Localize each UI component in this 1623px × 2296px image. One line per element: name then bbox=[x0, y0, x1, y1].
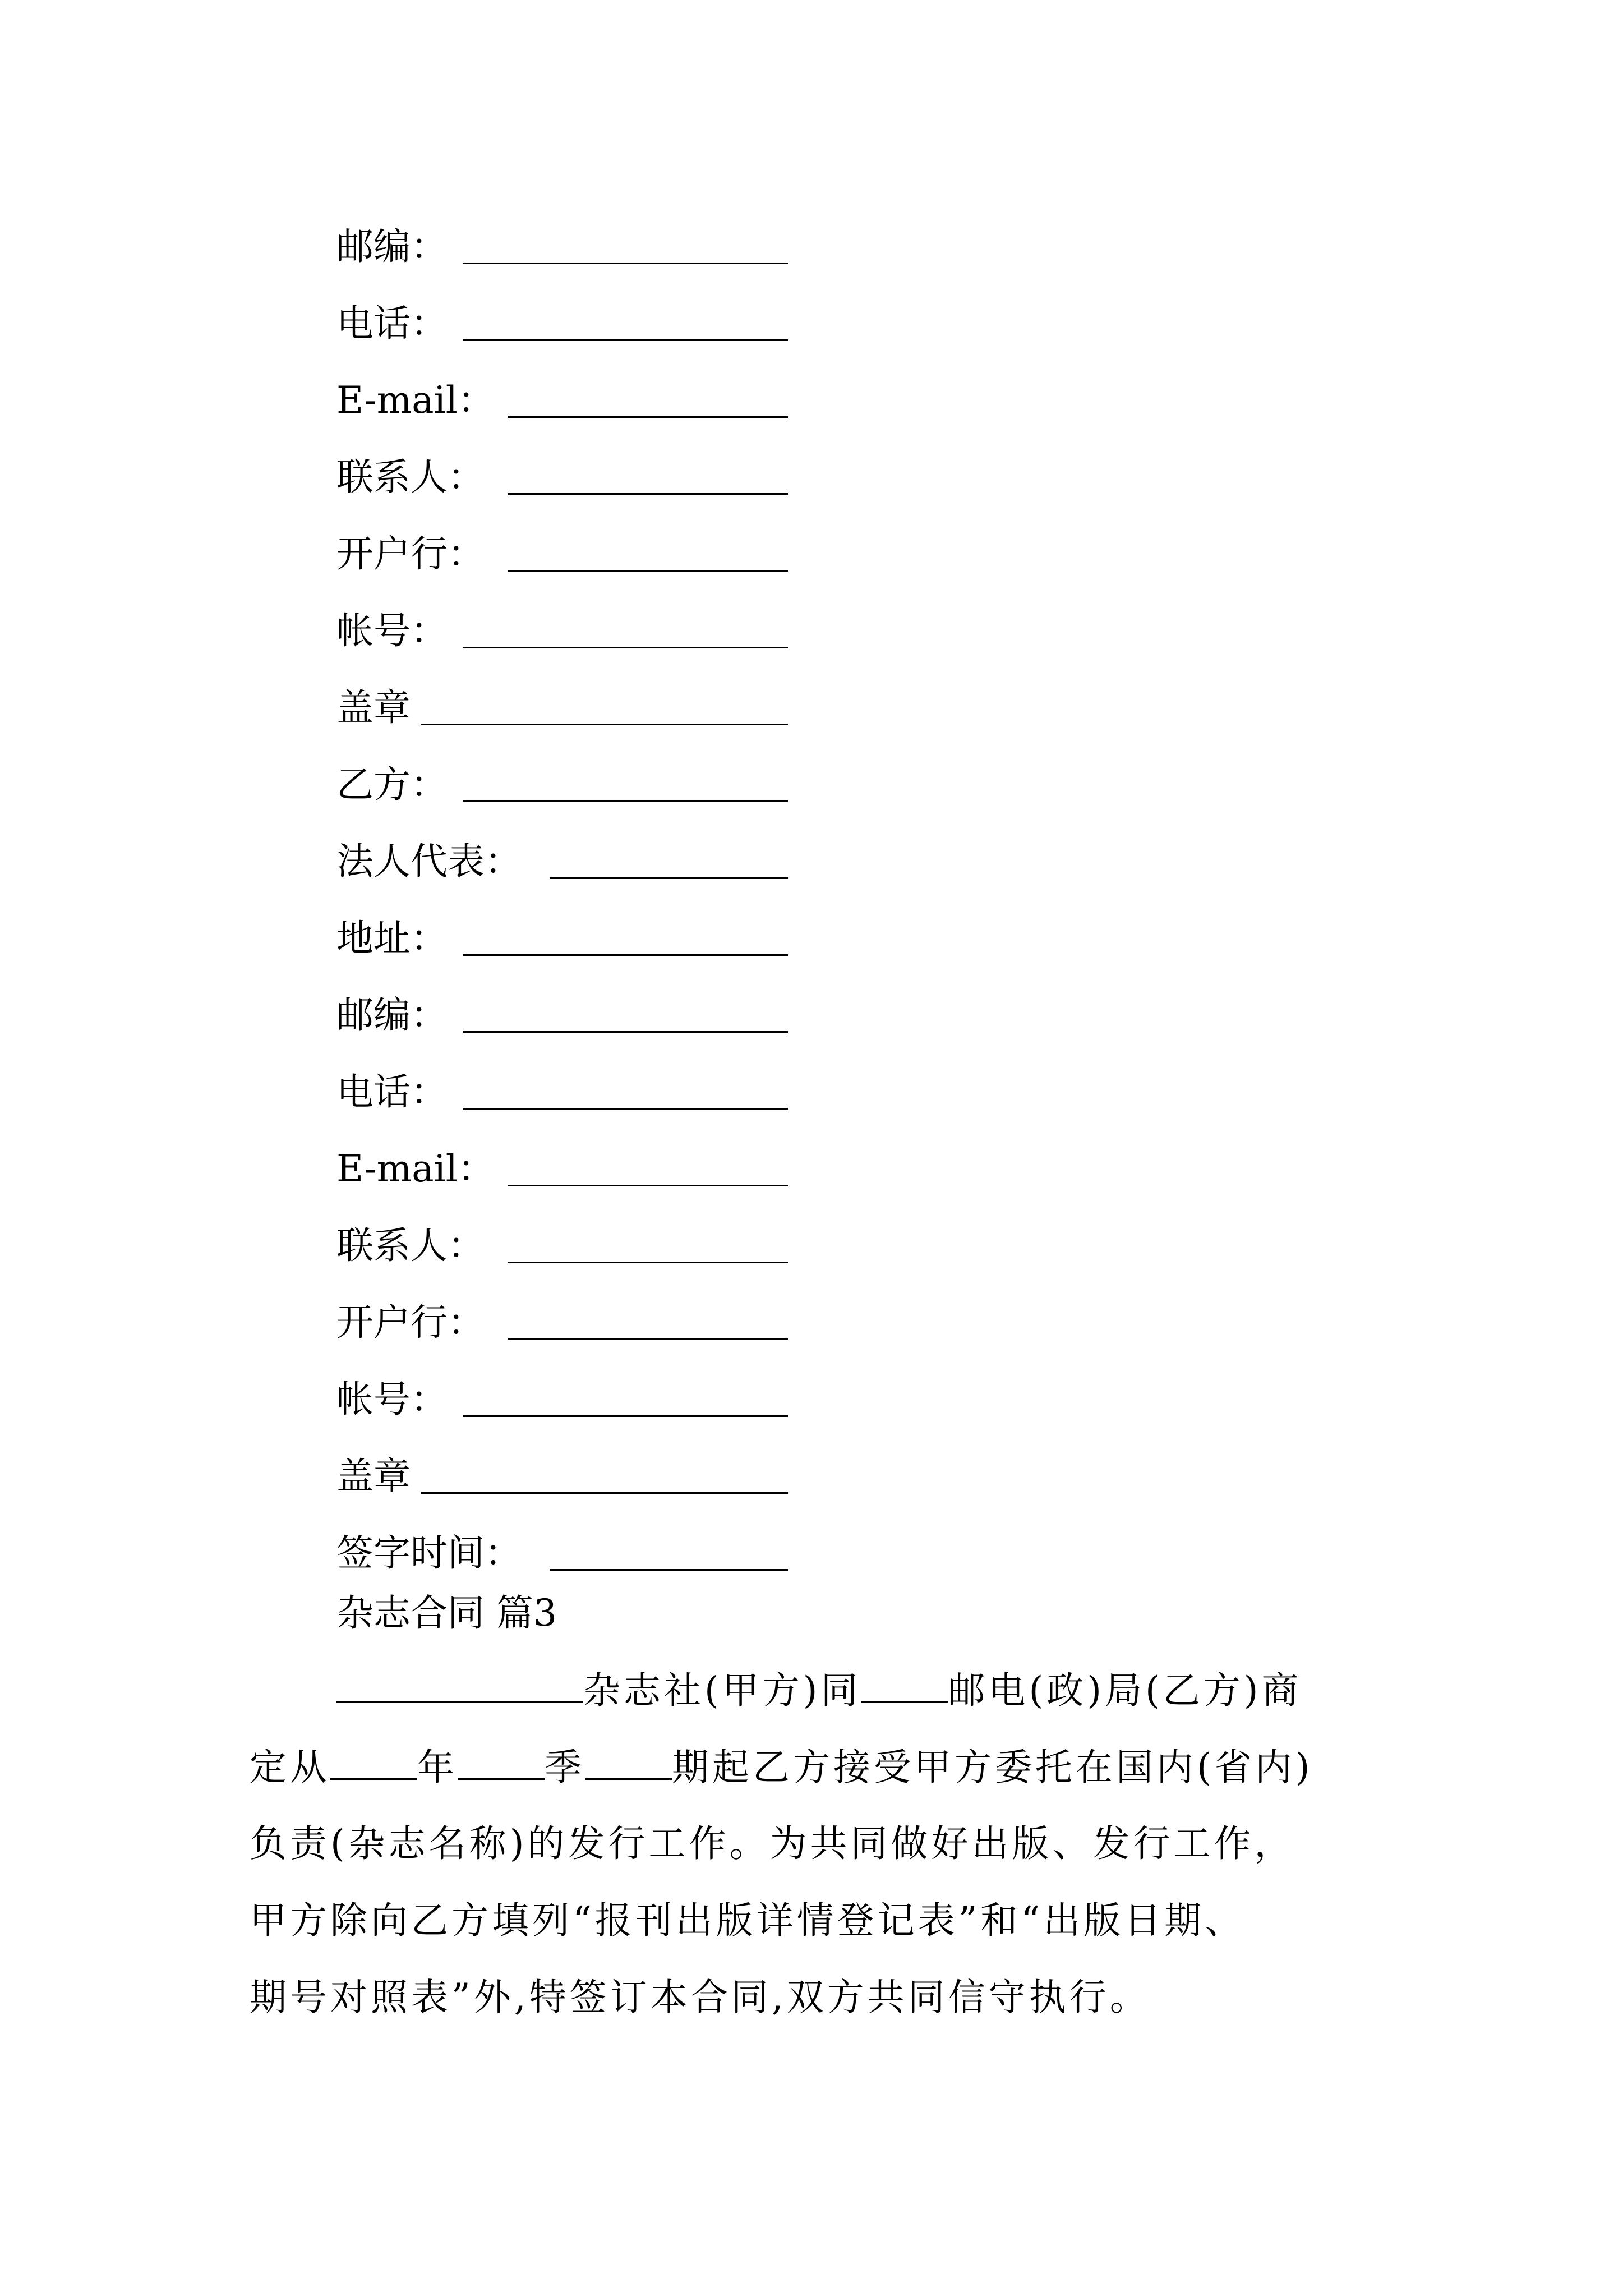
paragraph-line: 期号对照表”外,特签订本合同,双方共同信守执行。 bbox=[250, 1976, 1150, 2019]
text-run: 年 bbox=[417, 1746, 458, 1789]
blank-line[interactable] bbox=[330, 1745, 417, 1780]
blank-line[interactable] bbox=[463, 1031, 788, 1033]
text-run: 邮电(政)局(乙方)商 bbox=[948, 1669, 1302, 1712]
text-run: 杂志社(甲方)同 bbox=[583, 1669, 861, 1712]
paragraph-line bbox=[250, 1668, 1492, 1713]
blank-line[interactable] bbox=[508, 1262, 788, 1263]
field-label: 开户行： bbox=[336, 532, 485, 576]
text-run: 定从 bbox=[250, 1746, 330, 1789]
field-label: 联系人： bbox=[336, 455, 485, 499]
blank-line[interactable] bbox=[508, 493, 788, 495]
field-label: 联系人： bbox=[336, 1224, 485, 1267]
blank-line[interactable] bbox=[463, 339, 788, 341]
blank-line[interactable] bbox=[336, 1668, 583, 1703]
blank-line[interactable] bbox=[421, 1492, 788, 1494]
blank-line[interactable] bbox=[463, 1108, 788, 1110]
blank-line[interactable] bbox=[508, 570, 788, 572]
section-heading: 杂志合同 篇3 bbox=[336, 1591, 557, 1635]
field-label: 盖章 bbox=[336, 686, 411, 729]
field-label: 电话： bbox=[336, 302, 448, 345]
blank-line[interactable] bbox=[463, 954, 788, 956]
field-label: 帐号： bbox=[336, 1378, 448, 1421]
field-label: 邮编： bbox=[336, 225, 448, 268]
blank-line[interactable] bbox=[463, 647, 788, 648]
field-label: E-mail： bbox=[336, 379, 495, 422]
blank-line[interactable] bbox=[508, 1185, 788, 1186]
field-label: 盖章 bbox=[336, 1455, 411, 1498]
field-label: 邮编： bbox=[336, 993, 448, 1037]
paragraph-line bbox=[250, 1745, 1405, 1789]
blank-line[interactable] bbox=[463, 263, 788, 264]
blank-line[interactable] bbox=[508, 416, 788, 418]
blank-line[interactable] bbox=[421, 724, 788, 725]
field-label: 法人代表： bbox=[336, 840, 522, 883]
field-label: 签字时间： bbox=[336, 1531, 522, 1575]
blank-line[interactable] bbox=[463, 1415, 788, 1417]
text-run: 期起乙方接受甲方委托在国内(省内) bbox=[672, 1746, 1313, 1789]
field-label: 开户行： bbox=[336, 1301, 485, 1344]
field-label: 帐号： bbox=[336, 609, 448, 652]
paragraph-line: 甲方除向乙方填列“报刊出版详情登记表”和“出版日期、 bbox=[250, 1899, 1246, 1942]
text-run: 季 bbox=[545, 1746, 585, 1789]
blank-line[interactable] bbox=[585, 1745, 672, 1780]
paragraph-line: 负责(杂志名称)的发行工作。为共同做好出版、发行工作， bbox=[250, 1822, 1295, 1865]
field-label: 电话： bbox=[336, 1070, 448, 1114]
blank-line[interactable] bbox=[458, 1745, 545, 1780]
blank-line[interactable] bbox=[508, 1338, 788, 1340]
field-label: E-mail： bbox=[336, 1147, 495, 1190]
blank-line[interactable] bbox=[550, 877, 788, 879]
blank-line[interactable] bbox=[861, 1668, 948, 1703]
field-label: 乙方： bbox=[336, 763, 448, 806]
blank-line[interactable] bbox=[550, 1569, 788, 1571]
field-label: 地址： bbox=[336, 917, 448, 960]
blank-line[interactable] bbox=[463, 800, 788, 802]
